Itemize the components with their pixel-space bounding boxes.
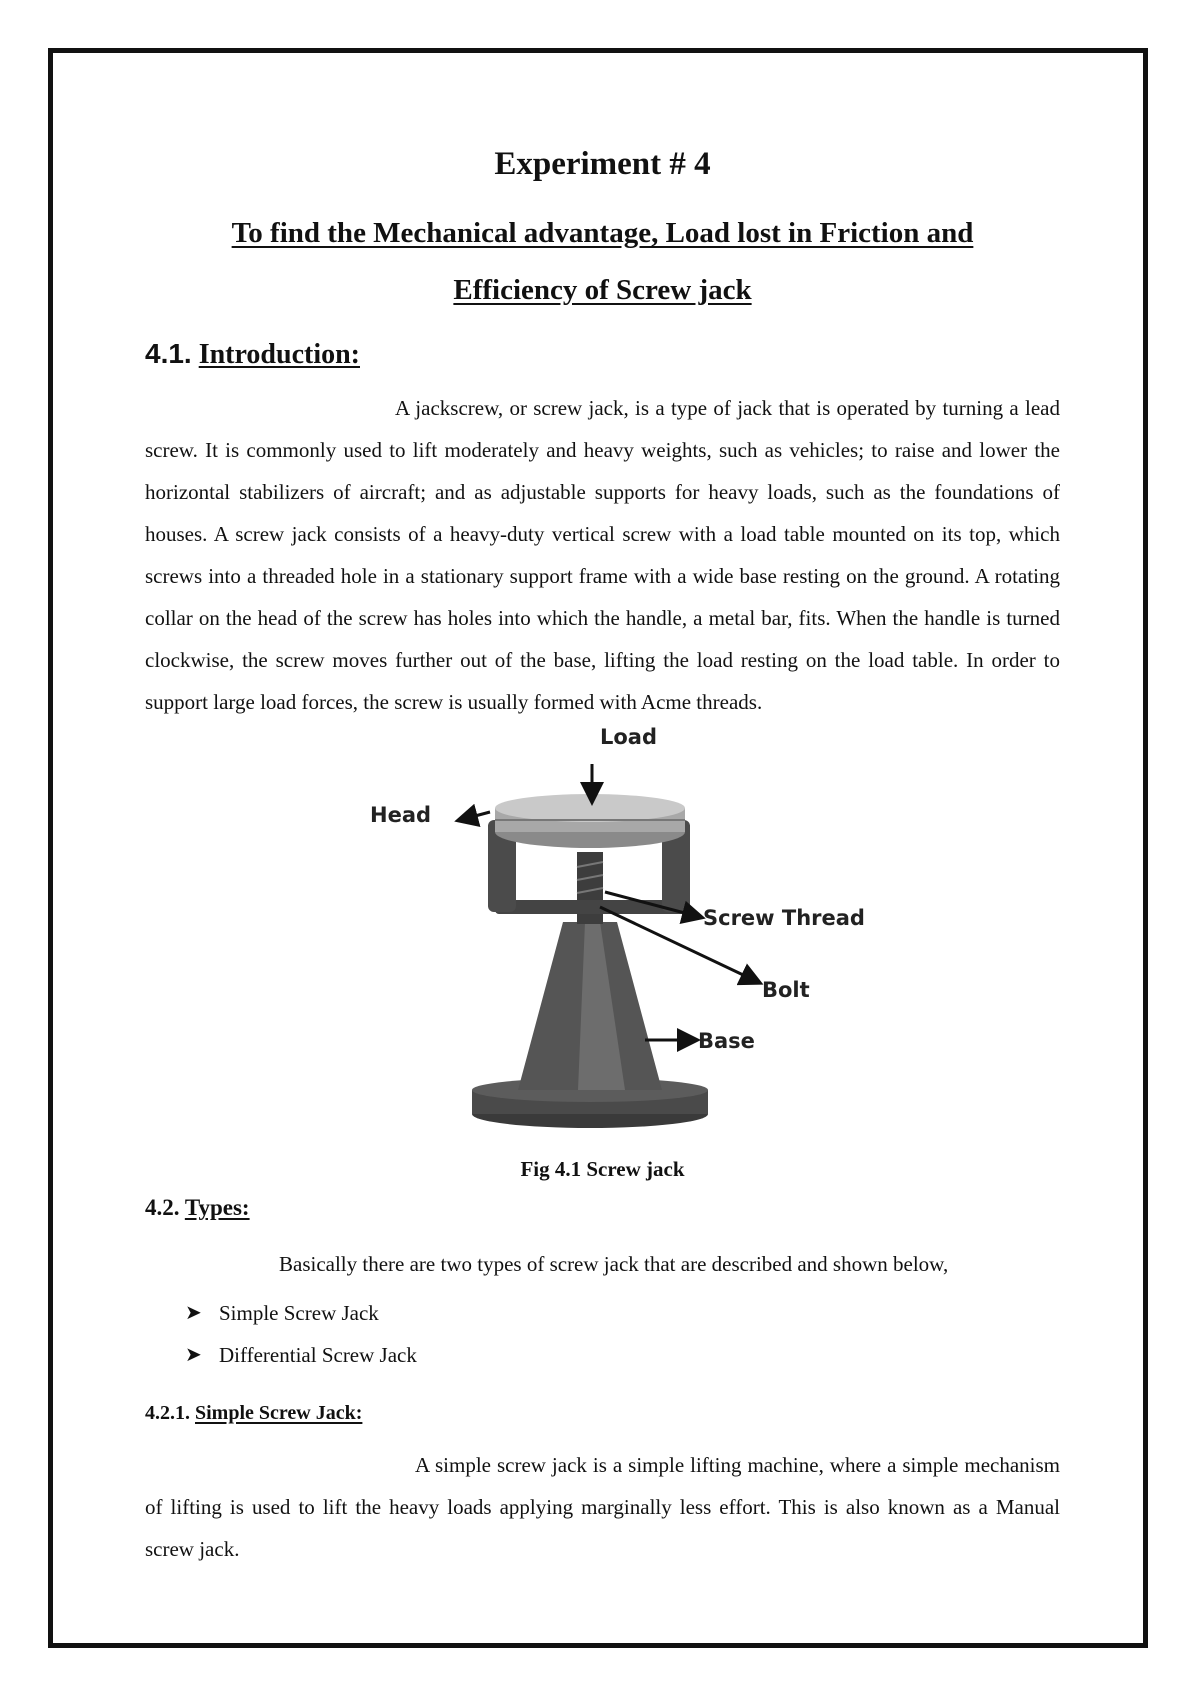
section-number: 4.2.: [145, 1195, 180, 1220]
screw-jack-figure: [370, 725, 865, 1142]
list-item-label: Simple Screw Jack: [219, 1301, 379, 1325]
section-title: Simple Screw Jack:: [195, 1402, 363, 1424]
section-number: 4.2.1.: [145, 1402, 190, 1424]
list-item-label: Differential Screw Jack: [219, 1343, 417, 1367]
figure-label-screw-thread: Screw Thread: [703, 906, 865, 930]
figure-label-load: Load: [600, 725, 658, 749]
subtitle-line-1: To find the Mechanical advantage, Load lost in Friction and: [231, 217, 974, 249]
figure-label-bolt: Bolt: [762, 978, 810, 1002]
types-paragraph: Basically there are two types of screw jack that are described and shown below,: [279, 1252, 949, 1276]
section-title: Types:: [184, 1195, 250, 1220]
types-list: [185, 1292, 417, 1376]
figure-label-base: Base: [698, 1029, 755, 1053]
figure-label-head: Head: [370, 803, 432, 827]
experiment-title: Experiment # 4: [494, 146, 711, 182]
list-item: [185, 1334, 417, 1376]
section-number: 4.1.: [145, 338, 192, 369]
introduction-paragraph: A jackscrew, or screw jack, is a type of jack that is operated by turning a lead screw. It is commonly used to lift moderately and heavy weights, such as vehicles; to raise and lower the horizontal stabilizers of aircraft; and as adjustable supports for heavy loads, such as the foundations of houses. A screw jack consists of a heavy-duty vertical screw with a load table mounted on its top, which screws into a threaded hole in a stationary support frame with a wide base resting on the ground. A rotating collar on the head of the screw has holes into which the handle, a metal bar, fits. When the handle is turned clockwise, the screw moves further out of the base, lifting the load resting on the load table. In order to support large load forces, the screw is usually formed with Acme threads.: [145, 396, 1060, 714]
list-item: [185, 1292, 417, 1334]
screw-jack-image: [472, 794, 708, 1128]
arrowhead-bullet-icon: ➤: [185, 1344, 202, 1366]
subtitle-line-2: Efficiency of Screw jack: [453, 274, 752, 306]
arrowhead-bullet-icon: ➤: [185, 1302, 202, 1324]
section-heading-types: [145, 1195, 250, 1221]
simple-screw-jack-paragraph: A simple screw jack is a simple lifting machine, where a simple mechanism of lifting is used to lift the heavy loads applying marginally less effort. This is also known as a Manual screw jack.: [145, 1453, 1060, 1561]
section-heading-introduction: [145, 338, 360, 371]
experiment-subtitle: [145, 205, 1060, 319]
section-heading-simple-screw-jack: [145, 1402, 362, 1425]
section-title: Introduction:: [198, 339, 360, 370]
figure-caption: Fig 4.1 Screw jack: [520, 1157, 685, 1181]
